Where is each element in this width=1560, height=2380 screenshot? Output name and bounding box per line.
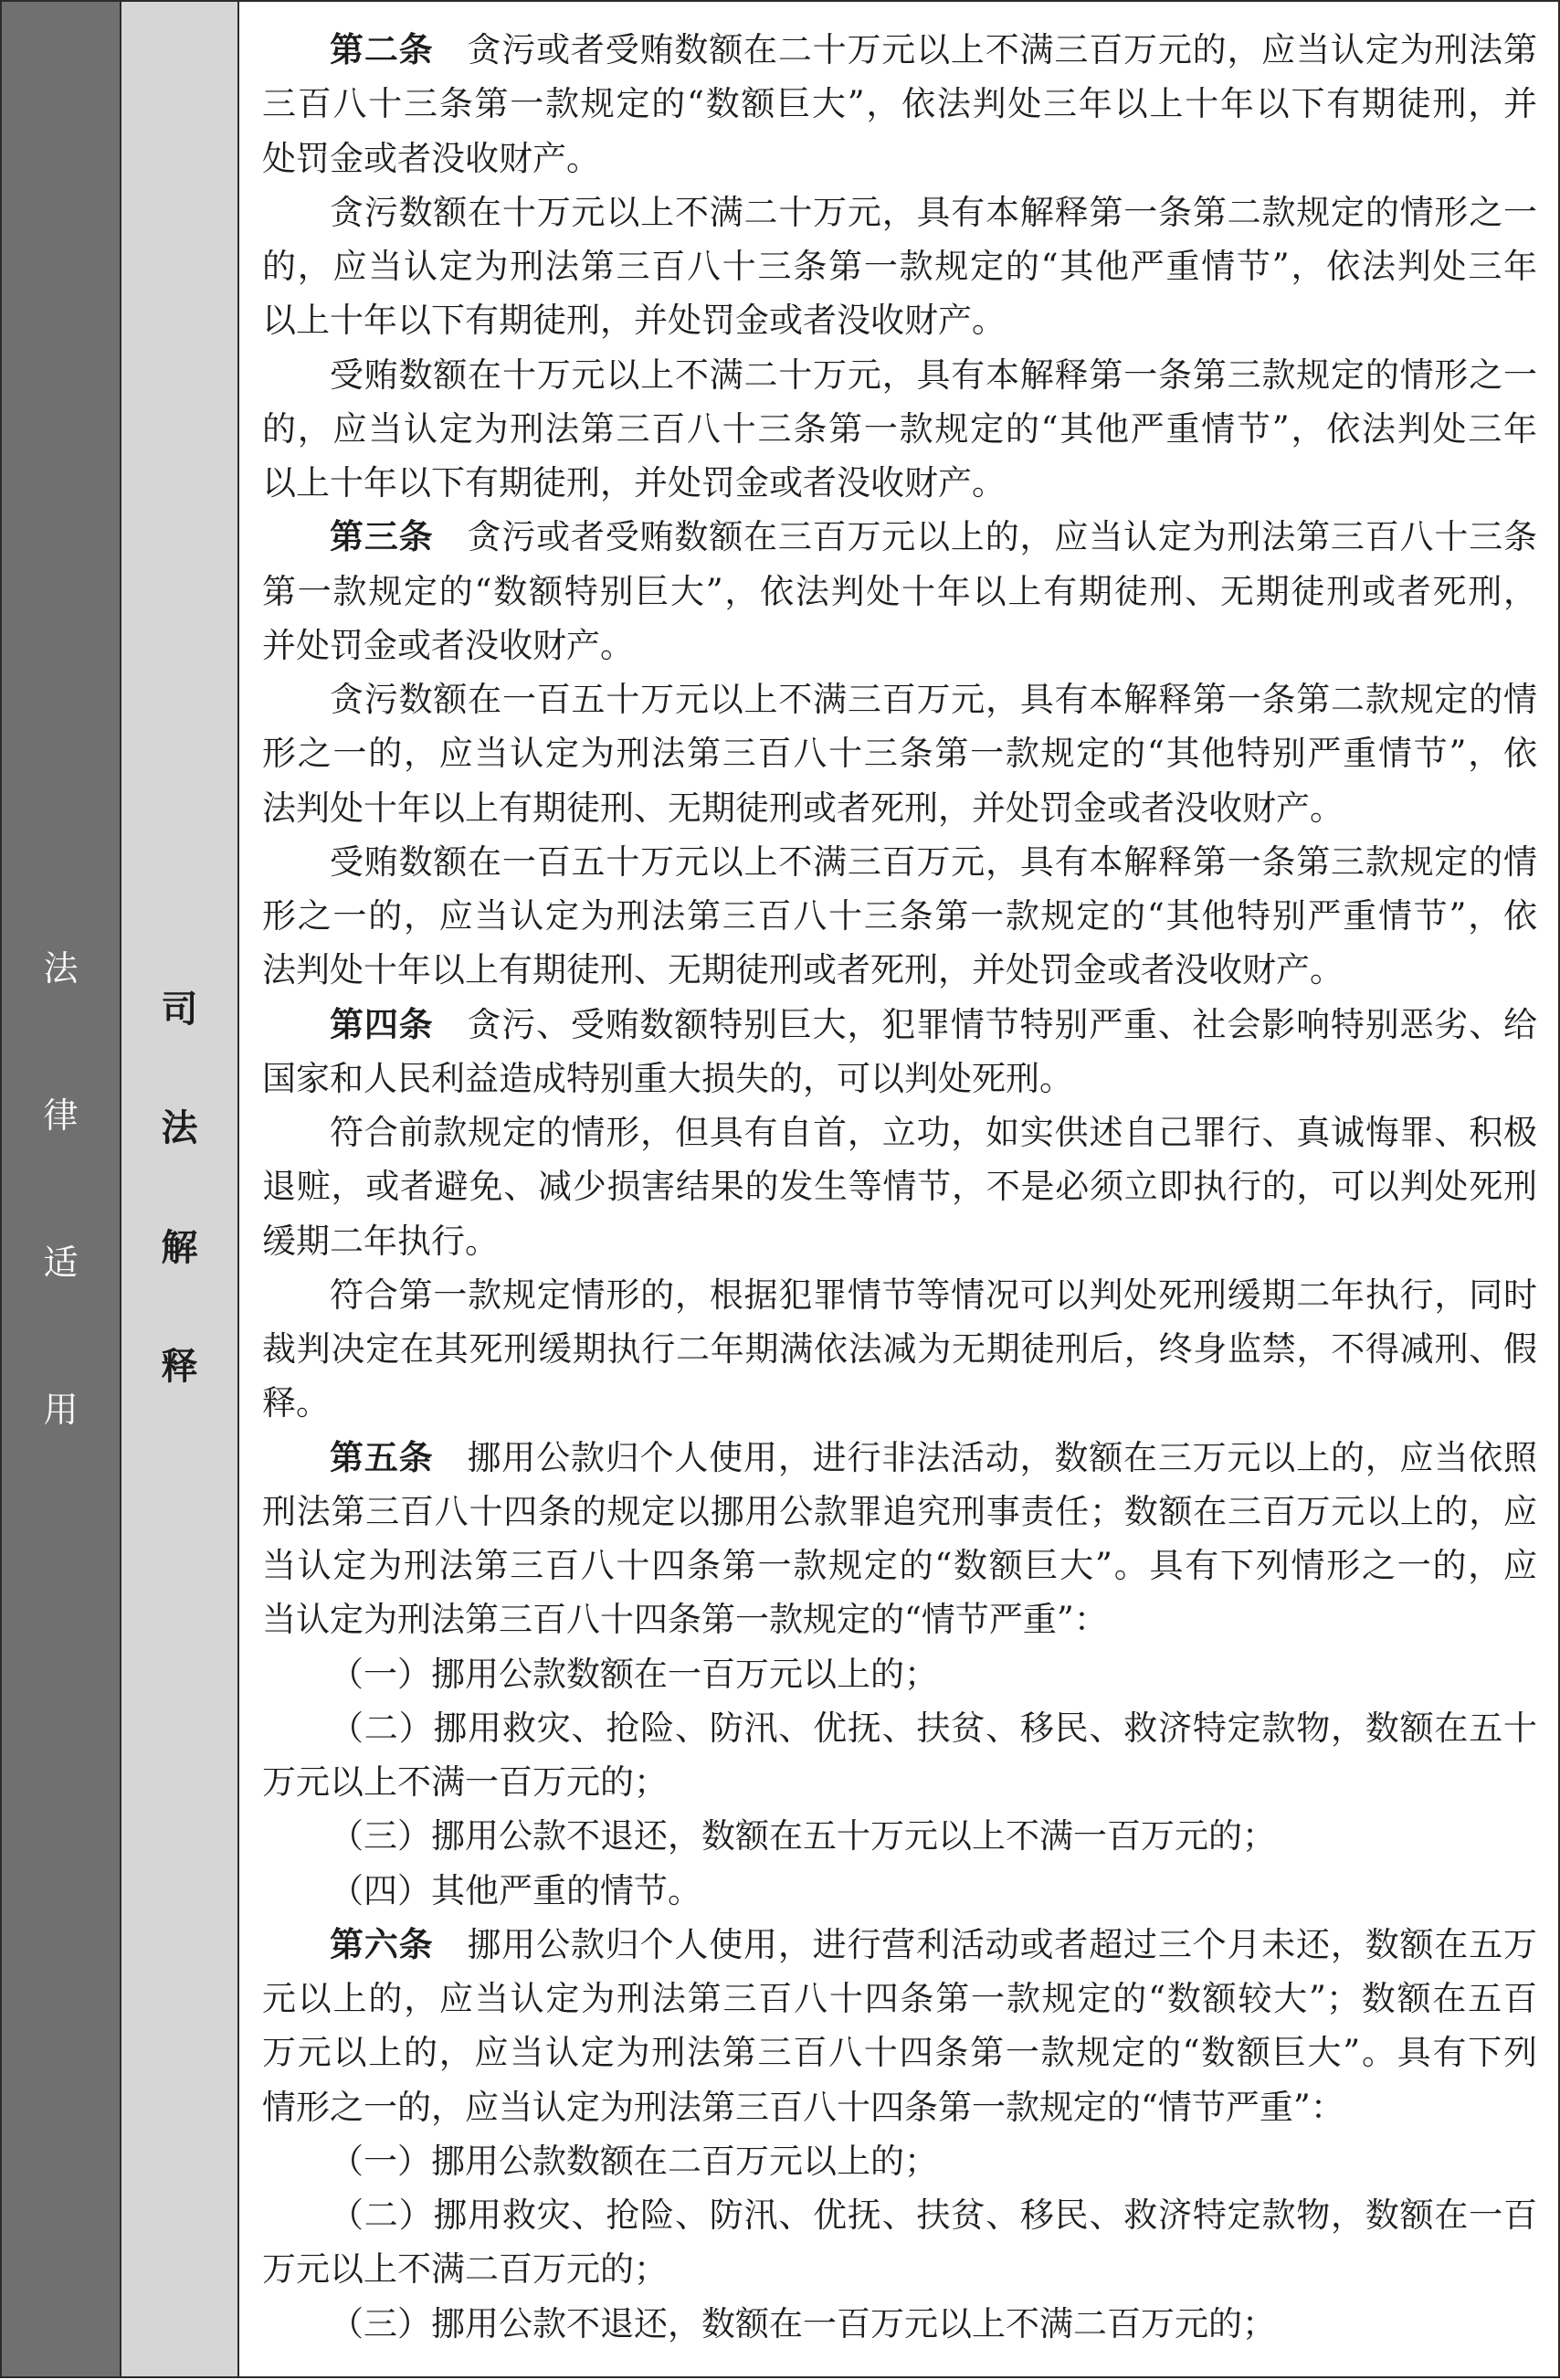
text-line [262, 889, 1537, 943]
text-line [262, 1322, 1537, 1376]
text-line [262, 1972, 1537, 2026]
line-text: 的，应当认定为刑法第三百八十三条第一款规定的“其他严重情节”，依法判处三年 [262, 408, 1537, 449]
paragraph [262, 348, 1537, 511]
paragraph [262, 835, 1537, 998]
line-text: 万元以上不满一百万元的； [262, 1762, 668, 1802]
text-line [262, 2188, 1537, 2242]
line-text: 万元以上的，应当认定为刑法第三百八十四条第一款规定的“数额巨大”。具有下列 [262, 2033, 1537, 2073]
line-text: 符合前款规定的情形，但具有自首，立功，如实供述自己罪行、真诚悔罪、积极 [330, 1113, 1537, 1152]
text-line [262, 1755, 1537, 1809]
line-text: 受贿数额在一百五十万元以上不满三百万元，具有本解释第一条第三款规定的情 [330, 841, 1537, 882]
line-text: （一）挪用公款数额在二百万元以上的； [330, 2141, 938, 2181]
line-text: 以上十年以下有期徒刑，并处罚金或者没收财产。 [262, 463, 1006, 502]
line-text: 处罚金或者没收财产。 [262, 138, 600, 178]
category-column [2, 2, 121, 2376]
subcategory-label: 司法解释 [161, 989, 198, 1388]
text-line [262, 1864, 1537, 1918]
text-line [262, 1431, 1537, 1485]
line-text: 当认定为刑法第三百八十四条第一款规定的“数额巨大”。具有下列情形之一的，应 [262, 1546, 1537, 1585]
text-line [262, 1268, 1537, 1322]
text-line [262, 456, 1537, 510]
text-line [262, 1105, 1537, 1159]
text-line [262, 239, 1537, 293]
paragraph [262, 672, 1537, 835]
text-line [262, 1918, 1537, 1972]
line-text: 三百八十三条第一款规定的“数额巨大”，依法判处三年以上十年以下有期徒刑，并 [262, 84, 1537, 124]
line-text: 情形之一的，应当认定为刑法第三百八十四条第一款规定的“情节严重”： [262, 2087, 1344, 2127]
text-line [262, 2134, 1537, 2188]
line-text: 贪污数额在十万元以上不满二十万元，具有本解释第一条第二款规定的情形之一 [330, 192, 1537, 232]
article-label: 第四条 [330, 1004, 434, 1044]
text-line [262, 1214, 1537, 1268]
article-label: 第二条 [330, 30, 434, 69]
line-text: 贪污、受贿数额特别巨大，犯罪情节特别严重、社会影响特别恶劣、给 [467, 1004, 1537, 1044]
text-line [262, 2242, 1537, 2296]
line-text: 第一款规定的“数额特别巨大”，依法判处十年以上有期徒刑、无期徒刑或者死刑， [262, 571, 1537, 611]
article-paragraph [262, 1918, 1537, 2134]
line-text: 的，应当认定为刑法第三百八十三条第一款规定的“其他严重情节”，依法判处三年 [262, 247, 1537, 286]
line-text: 挪用公款归个人使用，进行营利活动或者超过三个月未还，数额在五万 [467, 1924, 1537, 1964]
line-text: 退赃，或者避免、减少损害结果的发生等情节，不是必须立即执行的，可以判处死刑 [262, 1167, 1537, 1207]
text-line [262, 2297, 1537, 2351]
line-text: 形之一的，应当认定为刑法第三百八十三条第一款规定的“其他特别严重情节”，依 [262, 896, 1537, 936]
line-text: 国家和人民利益造成特别重大损失的，可以判处死刑。 [262, 1058, 1073, 1098]
article-paragraph [262, 23, 1537, 185]
article-label: 第五条 [330, 1437, 434, 1477]
text-line [262, 1159, 1537, 1213]
text-line [262, 1701, 1537, 1755]
line-text: （三）挪用公款不退还，数额在五十万元以上不满一百万元的； [330, 1816, 1276, 1856]
line-text: （一）挪用公款数额在一百万元以上的； [330, 1654, 938, 1694]
text-line [262, 998, 1537, 1052]
line-text: 万元以上不满二百万元的； [262, 2249, 668, 2290]
line-text: 受贿数额在十万元以上不满二十万元，具有本解释第一条第三款规定的情形之一 [330, 354, 1537, 395]
text-line [262, 402, 1537, 456]
text-line [262, 510, 1537, 564]
article-paragraph [262, 998, 1537, 1106]
text-line [262, 1052, 1537, 1105]
article-label: 第六条 [330, 1924, 434, 1964]
text-line [262, 726, 1537, 780]
text-line [262, 185, 1537, 239]
paragraph [262, 1647, 1537, 1701]
paragraph [262, 2188, 1537, 2297]
text-line [262, 1647, 1537, 1701]
content-body [262, 23, 1537, 2351]
text-line [262, 619, 1537, 672]
text-line [262, 781, 1537, 835]
text-line [262, 293, 1537, 347]
line-text: 当认定为刑法第三百八十四条第一款规定的“情节严重”： [262, 1600, 1108, 1640]
text-line [262, 132, 1537, 185]
text-line [262, 565, 1537, 619]
article-label: 第三条 [330, 517, 434, 557]
paragraph [262, 1268, 1537, 1431]
article-paragraph [262, 1431, 1537, 1647]
paragraph [262, 1701, 1537, 1810]
line-text: 并处罚金或者没收财产。 [262, 625, 634, 665]
text-line [262, 2026, 1537, 2079]
line-text: 以上十年以下有期徒刑，并处罚金或者没收财产。 [262, 301, 1006, 341]
line-text: （四）其他严重的情节。 [330, 1870, 701, 1910]
paragraph [262, 185, 1537, 348]
line-text: （三）挪用公款不退还，数额在一百万元以上不满二百万元的； [330, 2303, 1276, 2343]
paragraph [262, 2134, 1537, 2188]
line-text: 缓期二年执行。 [262, 1221, 499, 1261]
text-line [262, 1485, 1537, 1539]
paragraph [262, 1864, 1537, 1918]
text-line [262, 1376, 1537, 1430]
line-text: （二）挪用救灾、抢险、防汛、优抚、扶贫、移民、救济特定款物，数额在五十 [330, 1708, 1537, 1748]
article-paragraph [262, 510, 1537, 672]
line-text: （二）挪用救灾、抢险、防汛、优抚、扶贫、移民、救济特定款物，数额在一百 [330, 2195, 1537, 2235]
line-text: 贪污或者受贿数额在二十万元以上不满三百万元的，应当认定为刑法第 [467, 30, 1537, 69]
line-text: 释。 [262, 1383, 330, 1423]
paragraph [262, 1809, 1537, 1863]
line-text: 裁判决定在其死刑缓期执行二年期满依法减为无期徒刑后，终身监禁，不得减刑、假 [262, 1329, 1537, 1369]
text-line [262, 835, 1537, 889]
text-line [262, 348, 1537, 402]
line-text: 符合第一款规定情形的，根据犯罪情节等情况可以判处死刑缓期二年执行，同时 [330, 1275, 1537, 1315]
text-line [262, 2080, 1537, 2134]
text-line [262, 672, 1537, 726]
paragraph [262, 2297, 1537, 2351]
text-line [262, 943, 1537, 997]
line-text: 贪污数额在一百五十万元以上不满三百万元，具有本解释第一条第二款规定的情 [330, 680, 1537, 719]
text-line [262, 77, 1537, 131]
text-line [262, 1539, 1537, 1592]
line-text: 贪污或者受贿数额在三百万元以上的，应当认定为刑法第三百八十三条 [467, 517, 1537, 557]
line-text: 挪用公款归个人使用，进行非法活动，数额在三万元以上的，应当依照 [467, 1437, 1537, 1477]
line-text: 刑法第三百八十四条的规定以挪用公款罪追究刑事责任；数额在三百万元以上的，应 [262, 1491, 1537, 1531]
line-text: 形之一的，应当认定为刑法第三百八十三条第一款规定的“其他特别严重情节”，依 [262, 734, 1537, 774]
category-label: 法律适用 [43, 948, 79, 1430]
text-line [262, 1809, 1537, 1863]
paragraph [262, 1105, 1537, 1268]
line-text: 法判处十年以上有期徒刑、无期徒刑或者死刑，并处罚金或者没收财产。 [262, 788, 1344, 828]
text-line [262, 23, 1537, 77]
subcategory-column [121, 2, 239, 2376]
content-column [239, 2, 1558, 2376]
line-text: 法判处十年以上有期徒刑、无期徒刑或者死刑，并处罚金或者没收财产。 [262, 950, 1344, 990]
text-line [262, 1592, 1537, 1646]
line-text: 元以上的，应当认定为刑法第三百八十四条第一款规定的“数额较大”；数额在五百 [262, 1979, 1537, 2018]
